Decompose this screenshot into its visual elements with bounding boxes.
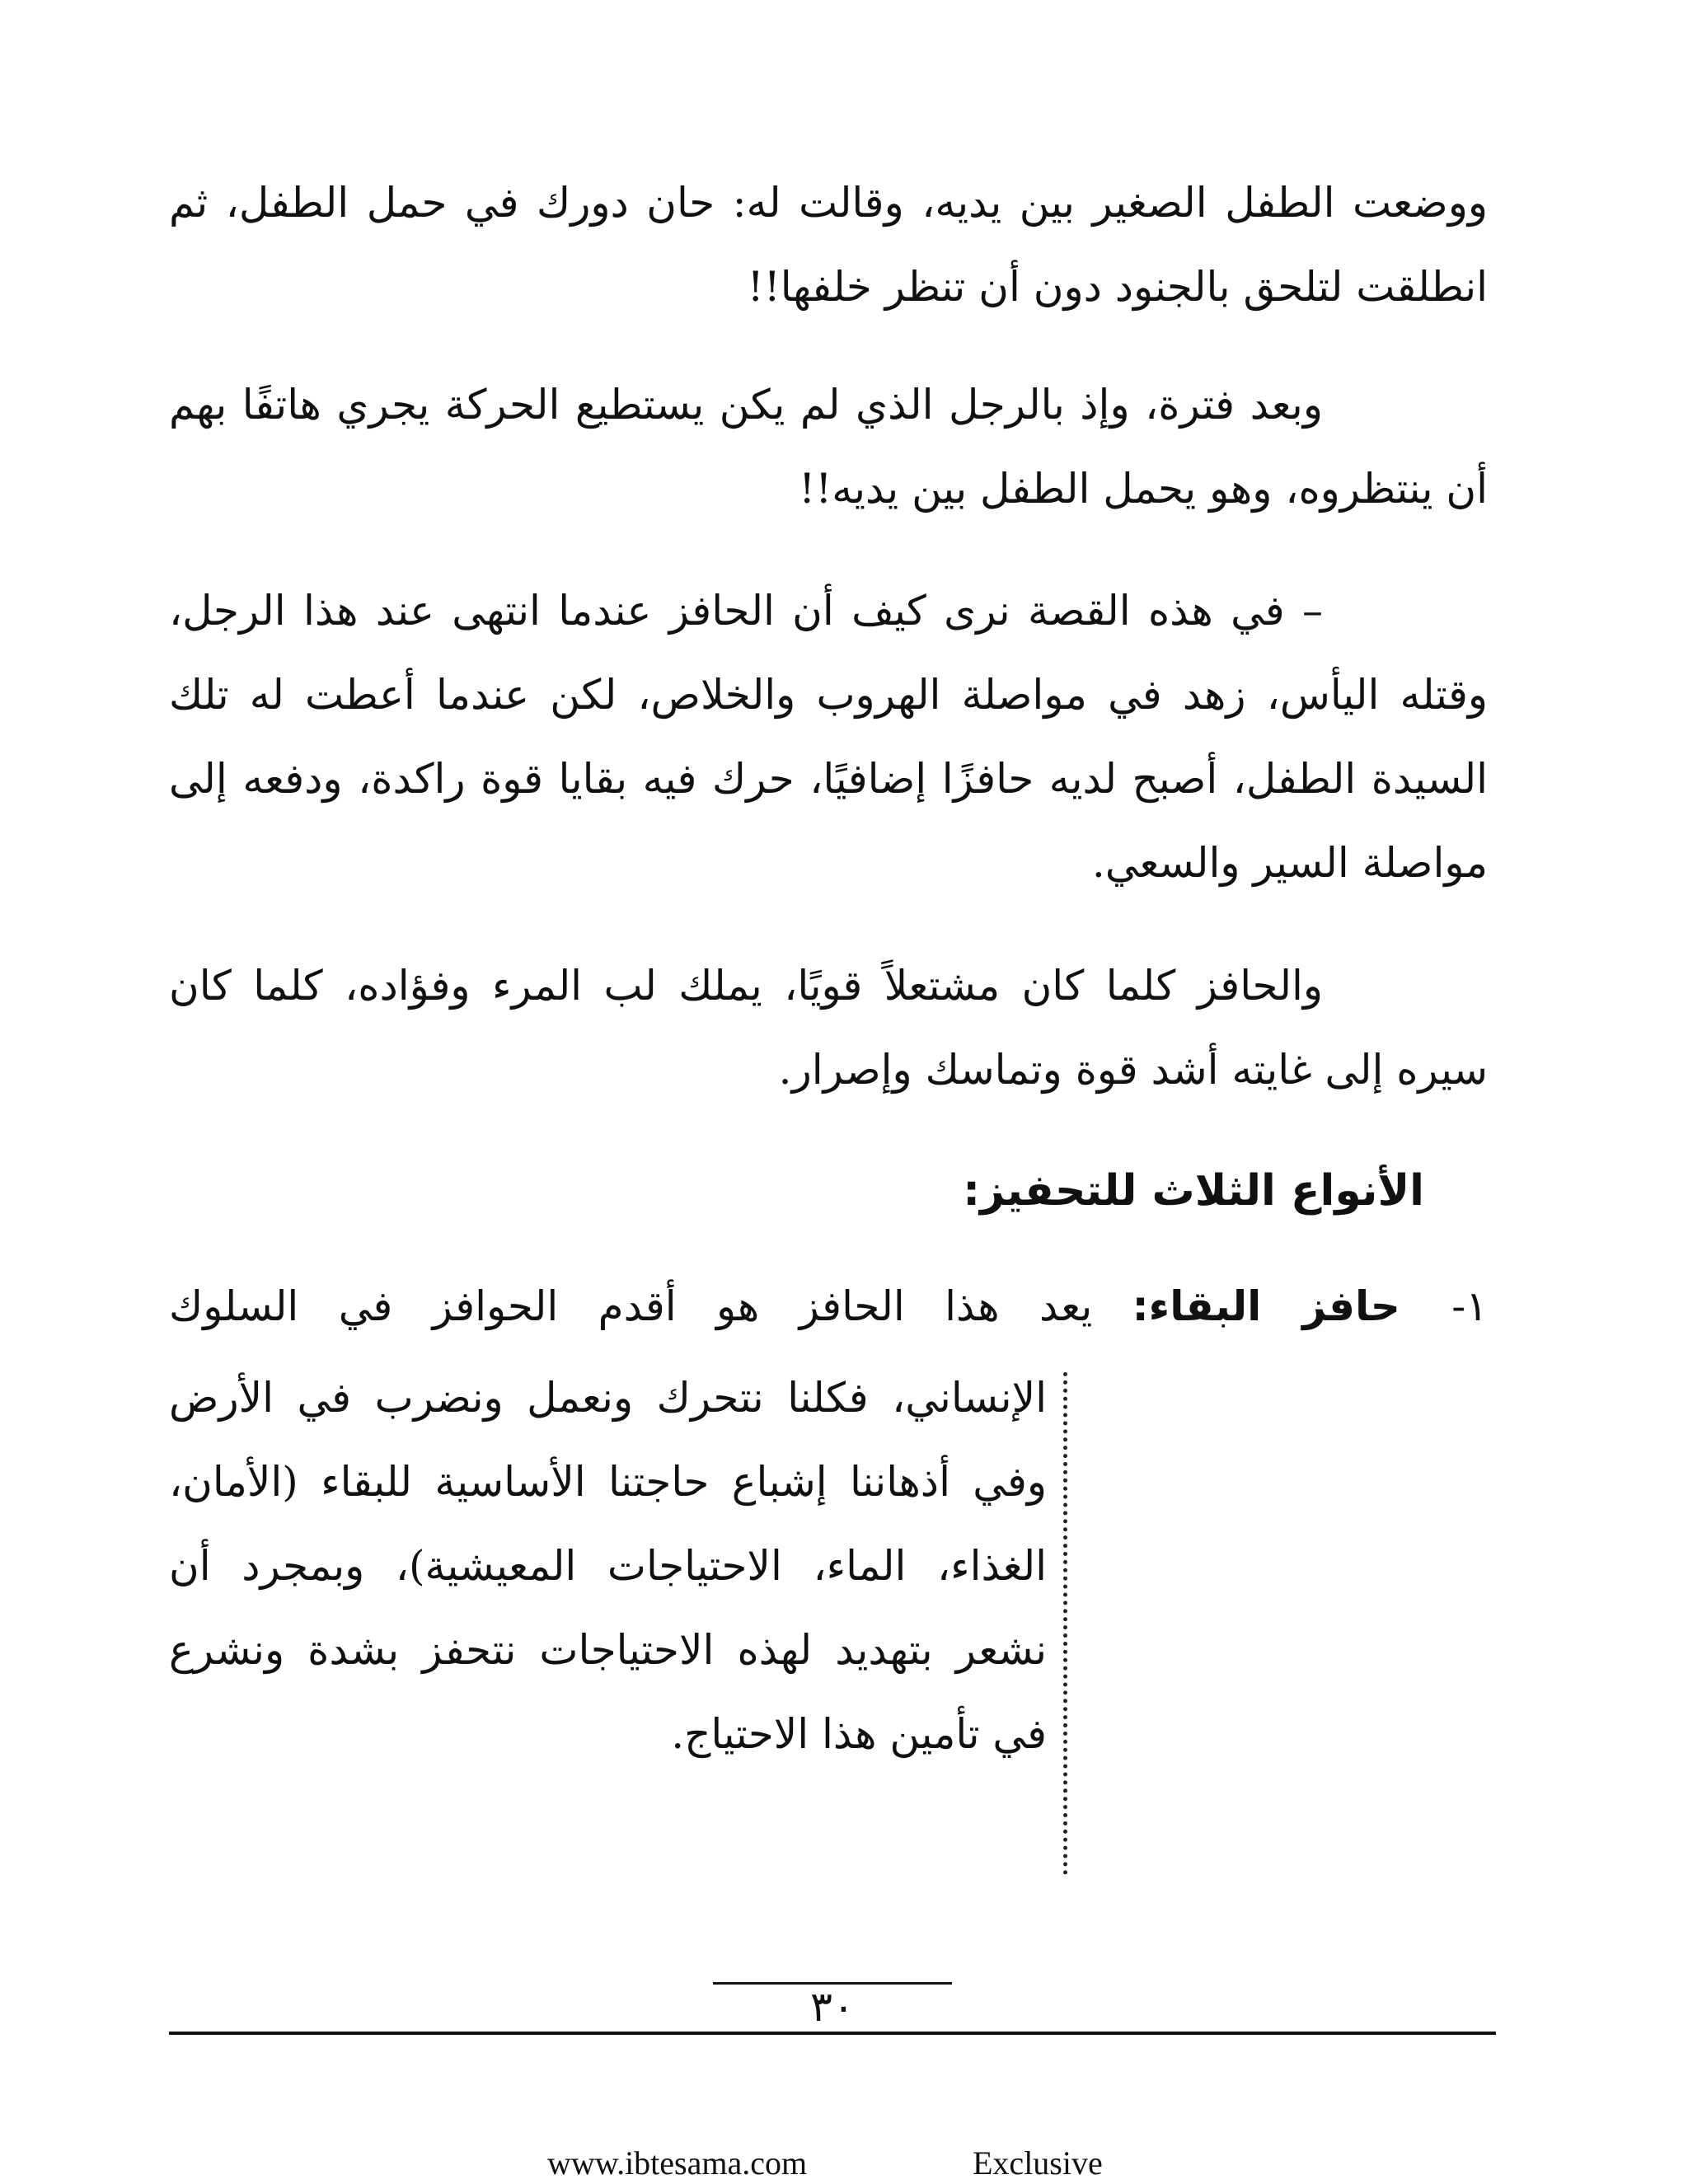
- page-number: ٣٠: [810, 1983, 855, 2031]
- list-item-continuation: الإنساني، فكلنا نتحرك ونعمل ونضرب في الأرض وفي أذهاننا إشباع حاجتنا الأساسية للبقاء (الأمان، الغذاء، الماء، الاحتياجات المعيشية)، وبمجرد أن نشعر بتهديد لهذه الاحتياجات نتحفز بشدة ونشرع في تأمين هذا الاحتياج.: [169, 1374, 1047, 1758]
- footer: [0, 2143, 1688, 2184]
- paragraph: والحافز كلما كان مشتعلاً قويًا، يملك لب المرء وفؤاده، كلما كان سيره إلى غايته أشد قوة وتماسك وإصرار.: [169, 962, 1488, 1094]
- paragraph: وبعد فترة، وإذ بالرجل الذي لم يكن يستطيع الحركة يجري هاتفًا بهم أن ينتظروه، وهو يحمل الطفل بين يديه!!: [169, 381, 1488, 513]
- list-item-number: ١-: [1451, 1282, 1488, 1330]
- list-item-label: حافز البقاء:: [1132, 1282, 1400, 1330]
- paragraph: – في هذه القصة نرى كيف أن الحافز عندما انتهى عند هذا الرجل، وقتله اليأس، زهد في مواصلة الهروب والخلاص، لكن عندما أعطت له تلك السيدة الطفل، أصبح لديه حافزًا إضافيًا، حرك فيه بقايا قوة راكدة، ودفعه إلى مواصلة السير والسعي.: [169, 587, 1488, 887]
- paragraph: ووضعت الطفل الصغير بين يديه، وقالت له: حان دورك في حمل الطفل، ثم انطلقت لتلحق بالجنود دون أن تنظر خلفها!!: [169, 179, 1488, 311]
- dotted-divider: [1063, 1372, 1067, 1875]
- footer-rule: [169, 2032, 1496, 2035]
- footer-tag: Exclusive: [973, 2144, 1103, 2182]
- list-item: [169, 1265, 1488, 1347]
- footer-website: www.ibtesama.com: [547, 2144, 808, 2182]
- list-item-text: يعد هذا الحافز هو أقدم الحوافز في السلوك: [169, 1282, 1093, 1330]
- section-heading: الأنواع الثلاث للتحفيز:: [963, 1166, 1424, 1216]
